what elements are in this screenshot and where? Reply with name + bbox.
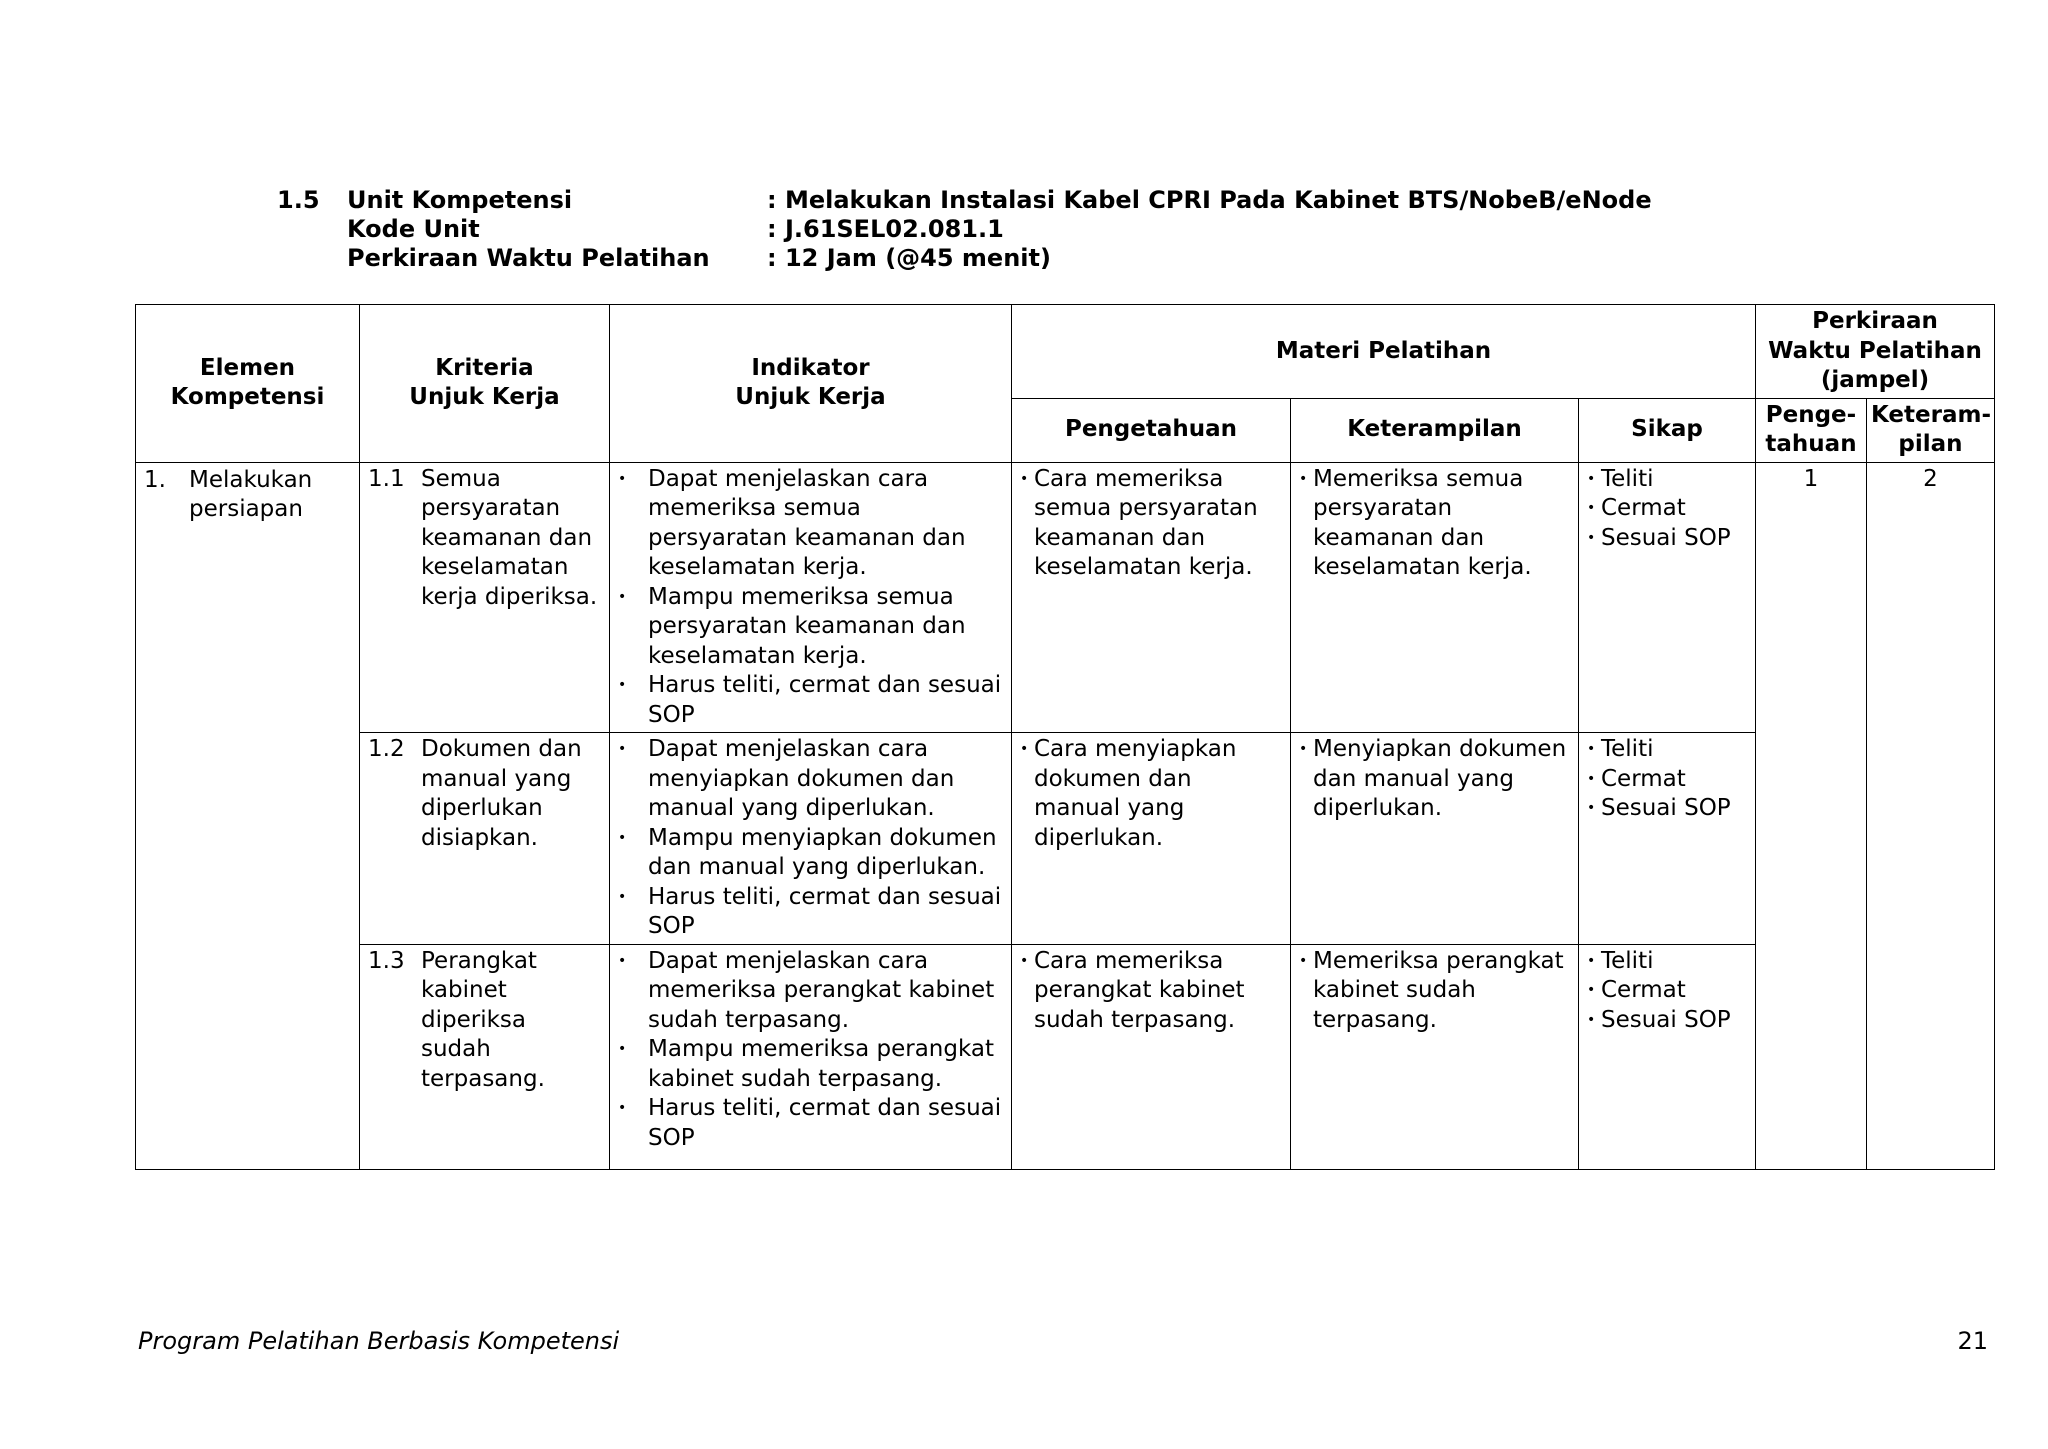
list-item: • Sesuai SOP — [1587, 524, 1747, 554]
kriteria-number: 1.3 — [368, 947, 405, 974]
jampel-keterampilan: 2 — [1867, 462, 1995, 1169]
header-waktu: Perkiraan Waktu Pelatihan (jampel) — [1756, 305, 1995, 399]
list-item: • Harus teliti, cermat dan sesuai SOP — [618, 1094, 1003, 1153]
pengetahuan-cell — [1012, 733, 1291, 945]
sikap-cell — [1579, 944, 1756, 1169]
unit-row — [277, 186, 1652, 215]
sikap-cell — [1579, 733, 1756, 945]
kriteria-text: Dokumen dan manual yang diperlukan disiapkan. — [421, 736, 582, 851]
header-pengetahuan: Pengetahuan — [1012, 398, 1291, 462]
page-number: 21 — [1957, 1327, 1988, 1355]
list-item: • Sesuai SOP — [1587, 794, 1747, 824]
elemen-label: Melakukan persiapan — [189, 466, 313, 522]
keterampilan-cell — [1291, 462, 1579, 733]
keterampilan-cell — [1291, 944, 1579, 1169]
kriteria-text: Semua persyaratan keamanan dan keselamatan kerja diperiksa. — [421, 465, 598, 610]
elemen-number: 1. — [144, 466, 166, 493]
list-item: • Harus teliti, cermat dan sesuai SOP — [618, 883, 1003, 942]
pengetahuan-cell — [1012, 944, 1291, 1169]
list-item: • Cermat — [1587, 976, 1747, 1006]
keterampilan-cell — [1291, 733, 1579, 945]
unit-number: 1.5 — [277, 186, 320, 214]
list-item: • Sesuai SOP — [1587, 1006, 1747, 1036]
pengetahuan-cell — [1012, 462, 1291, 733]
elemen-cell — [136, 462, 360, 1169]
kriteria-number: 1.1 — [368, 465, 405, 492]
unit-header — [277, 186, 1652, 273]
list-item: • Teliti — [1587, 735, 1747, 765]
duration-value: : 12 Jam (@45 menit) — [767, 244, 1051, 272]
list-item: • Cermat — [1587, 765, 1747, 795]
list-item: • Menyiapkan dokumen dan manual yang diperlukan. — [1299, 735, 1570, 824]
list-item: • Mampu menyiapkan dokumen dan manual yang diperlukan. — [618, 824, 1003, 883]
jampel-pengetahuan: 1 — [1756, 462, 1867, 1169]
header-jp-keterampilan: Keteram- pilan — [1867, 398, 1995, 462]
code-row — [277, 215, 1652, 244]
list-item: • Teliti — [1587, 465, 1747, 495]
code-value: : J.61SEL02.081.1 — [767, 215, 1004, 243]
duration-label: Perkiraan Waktu Pelatihan — [347, 244, 710, 272]
table-row — [136, 462, 1995, 733]
indikator-cell — [610, 944, 1012, 1169]
header-materi: Materi Pelatihan — [1012, 305, 1756, 399]
list-item: • Memeriksa semua persyaratan keamanan dan keselamatan kerja. — [1299, 465, 1570, 583]
list-item: • Cermat — [1587, 494, 1747, 524]
indikator-cell — [610, 733, 1012, 945]
header-keterampilan: Keterampilan — [1291, 398, 1579, 462]
code-label: Kode Unit — [347, 215, 480, 243]
header-jp-pengetahuan: Penge- tahuan — [1756, 398, 1867, 462]
list-item: • Memeriksa perangkat kabinet sudah terpasang. — [1299, 947, 1570, 1036]
header-kriteria: Kriteria Unjuk Kerja — [360, 305, 610, 463]
list-item: • Dapat menjelaskan cara memeriksa perangkat kabinet sudah terpasang. — [618, 947, 1003, 1036]
list-item: • Mampu memeriksa semua persyaratan keamanan dan keselamatan kerja. — [618, 583, 1003, 672]
table-row — [136, 944, 1995, 1169]
header-indikator: Indikator Unjuk Kerja — [610, 305, 1012, 463]
header-elemen: Elemen Kompetensi — [136, 305, 360, 463]
list-item: • Dapat menjelaskan cara memeriksa semua persyaratan keamanan dan keselamatan kerja. — [618, 465, 1003, 583]
kriteria-cell — [360, 733, 610, 945]
kriteria-cell — [360, 462, 610, 733]
list-item: • Cara memeriksa semua persyaratan keamanan dan keselamatan kerja. — [1020, 465, 1282, 583]
header-sikap: Sikap — [1579, 398, 1756, 462]
footer-title: Program Pelatihan Berbasis Kompetensi — [138, 1327, 620, 1355]
kriteria-number: 1.2 — [368, 736, 405, 762]
duration-row — [277, 244, 1652, 273]
indikator-cell — [610, 462, 1012, 733]
list-item: • Cara menyiapkan dokumen dan manual yang diperlukan. — [1020, 735, 1282, 853]
kriteria-text: Perangkat kabinet diperiksa sudah terpasang. — [421, 947, 545, 1092]
kriteria-cell — [360, 944, 610, 1169]
list-item: • Harus teliti, cermat dan sesuai SOP — [618, 671, 1003, 730]
unit-label: Unit Kompetensi — [347, 186, 573, 214]
list-item: • Mampu memeriksa perangkat kabinet sudah terpasang. — [618, 1035, 1003, 1094]
list-item: • Dapat menjelaskan cara menyiapkan dokumen dan manual yang diperlukan. — [618, 735, 1003, 824]
list-item: • Teliti — [1587, 947, 1747, 977]
list-item: • Cara memeriksa perangkat kabinet sudah terpasang. — [1020, 947, 1282, 1036]
unit-value: : Melakukan Instalasi Kabel CPRI Pada Kabinet BTS/NobeB/eNode — [767, 186, 1652, 214]
sikap-cell — [1579, 462, 1756, 733]
table-row — [136, 733, 1995, 945]
competency-table — [135, 304, 1995, 1170]
